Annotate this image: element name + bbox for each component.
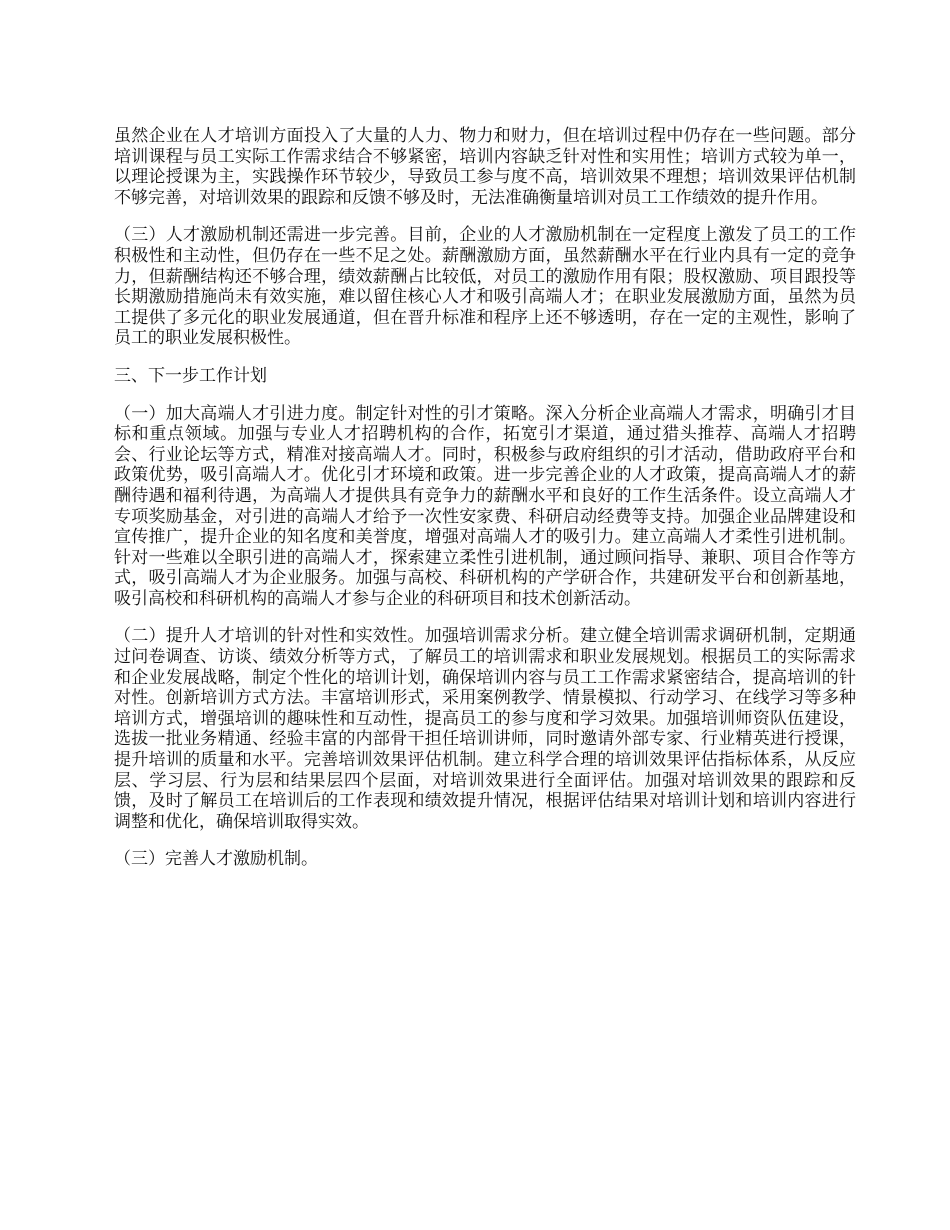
- paragraph-incentive-mechanism: （三）人才激励机制还需进一步完善。目前，企业的人才激励机制在一定程度上激发了员工的工作积极性和主动性，但仍存在一些不足之处。薪酬激励方面，虽然薪酬水平在行业内具有一定的竞争力，但薪酬结构还不够合理，绩效薪酬占比较低，对员工的激励作用有限；股权激励、项目跟投等长期激励措施尚未有效实施，难以留住核心人才和吸引高端人才；在职业发展激励方面，虽然为员工提供了多元化的职业发展通道，但在晋升标准和程序上还不够透明，存在一定的主观性，影响了员工的职业发展积极性。: [114, 225, 856, 349]
- document-page: [114, 126, 856, 887]
- paragraph-talent-recruitment: （一）加大高端人才引进力度。制定针对性的引才策略。深入分析企业高端人才需求，明确引才目标和重点领域。加强与专业人才招聘机构的合作，拓宽引才渠道，通过猎头推荐、高端人才招聘会、行业论坛等方式，精准对接高端人才。同时，积极参与政府组织的引才活动，借助政府平台和政策优势，吸引高端人才。优化引才环境和政策。进一步完善企业的人才政策，提高高端人才的薪酬待遇和福利待遇，为高端人才提供具有竞争力的薪酬水平和良好的工作生活条件。设立高端人才专项奖励基金，对引进的高端人才给予一次性安家费、科研启动经费等支持。加强企业品牌建设和宣传推广，提升企业的知名度和美誉度，增强对高端人才的吸引力。建立高端人才柔性引进机制。针对一些难以全职引进的高端人才，探索建立柔性引进机制，通过顾问指导、兼职、项目合作等方式，吸引高端人才为企业服务。加强与高校、科研机构的产学研合作，共建研发平台和创新基地，吸引高校和科研机构的高端人才参与企业的科研项目和技术创新活动。: [114, 403, 856, 609]
- paragraph-training-improvement: （二）提升人才培训的针对性和实效性。加强培训需求分析。建立健全培训需求调研机制，定期通过问卷调查、访谈、绩效分析等方式，了解员工的培训需求和职业发展规划。根据员工的实际需求和企业发展战略，制定个性化的培训计划，确保培训内容与员工工作需求紧密结合，提高培训的针对性。创新培训方式方法。丰富培训形式，采用案例教学、情景模拟、行动学习、在线学习等多种培训方式，增强培训的趣味性和互动性，提高员工的参与度和学习效果。加强培训师资队伍建设，选拔一批业务精通、经验丰富的内部骨干担任培训讲师，同时邀请外部专家、行业精英进行授课，提升培训的质量和水平。完善培训效果评估机制。建立科学合理的培训效果评估指标体系，从反应层、学习层、行为层和结果层四个层面，对培训效果进行全面评估。加强对培训效果的跟踪和反馈，及时了解员工在培训后的工作表现和绩效提升情况，根据评估结果对培训计划和培训内容进行调整和优化，确保培训取得实效。: [114, 626, 856, 832]
- paragraph-training-problems: 虽然企业在人才培训方面投入了大量的人力、物力和财力，但在培训过程中仍存在一些问题。部分培训课程与员工实际工作需求结合不够紧密，培训内容缺乏针对性和实用性；培训方式较为单一，以理论授课为主，实践操作环节较少，导致员工参与度不高，培训效果不理想；培训效果评估机制不够完善，对培训效果的跟踪和反馈不够及时，无法准确衡量培训对员工工作绩效的提升作用。: [114, 126, 856, 208]
- paragraph-incentive-heading: （三）完善人才激励机制。: [114, 849, 318, 870]
- section-heading-next-steps: 三、下一步工作计划: [114, 365, 267, 386]
